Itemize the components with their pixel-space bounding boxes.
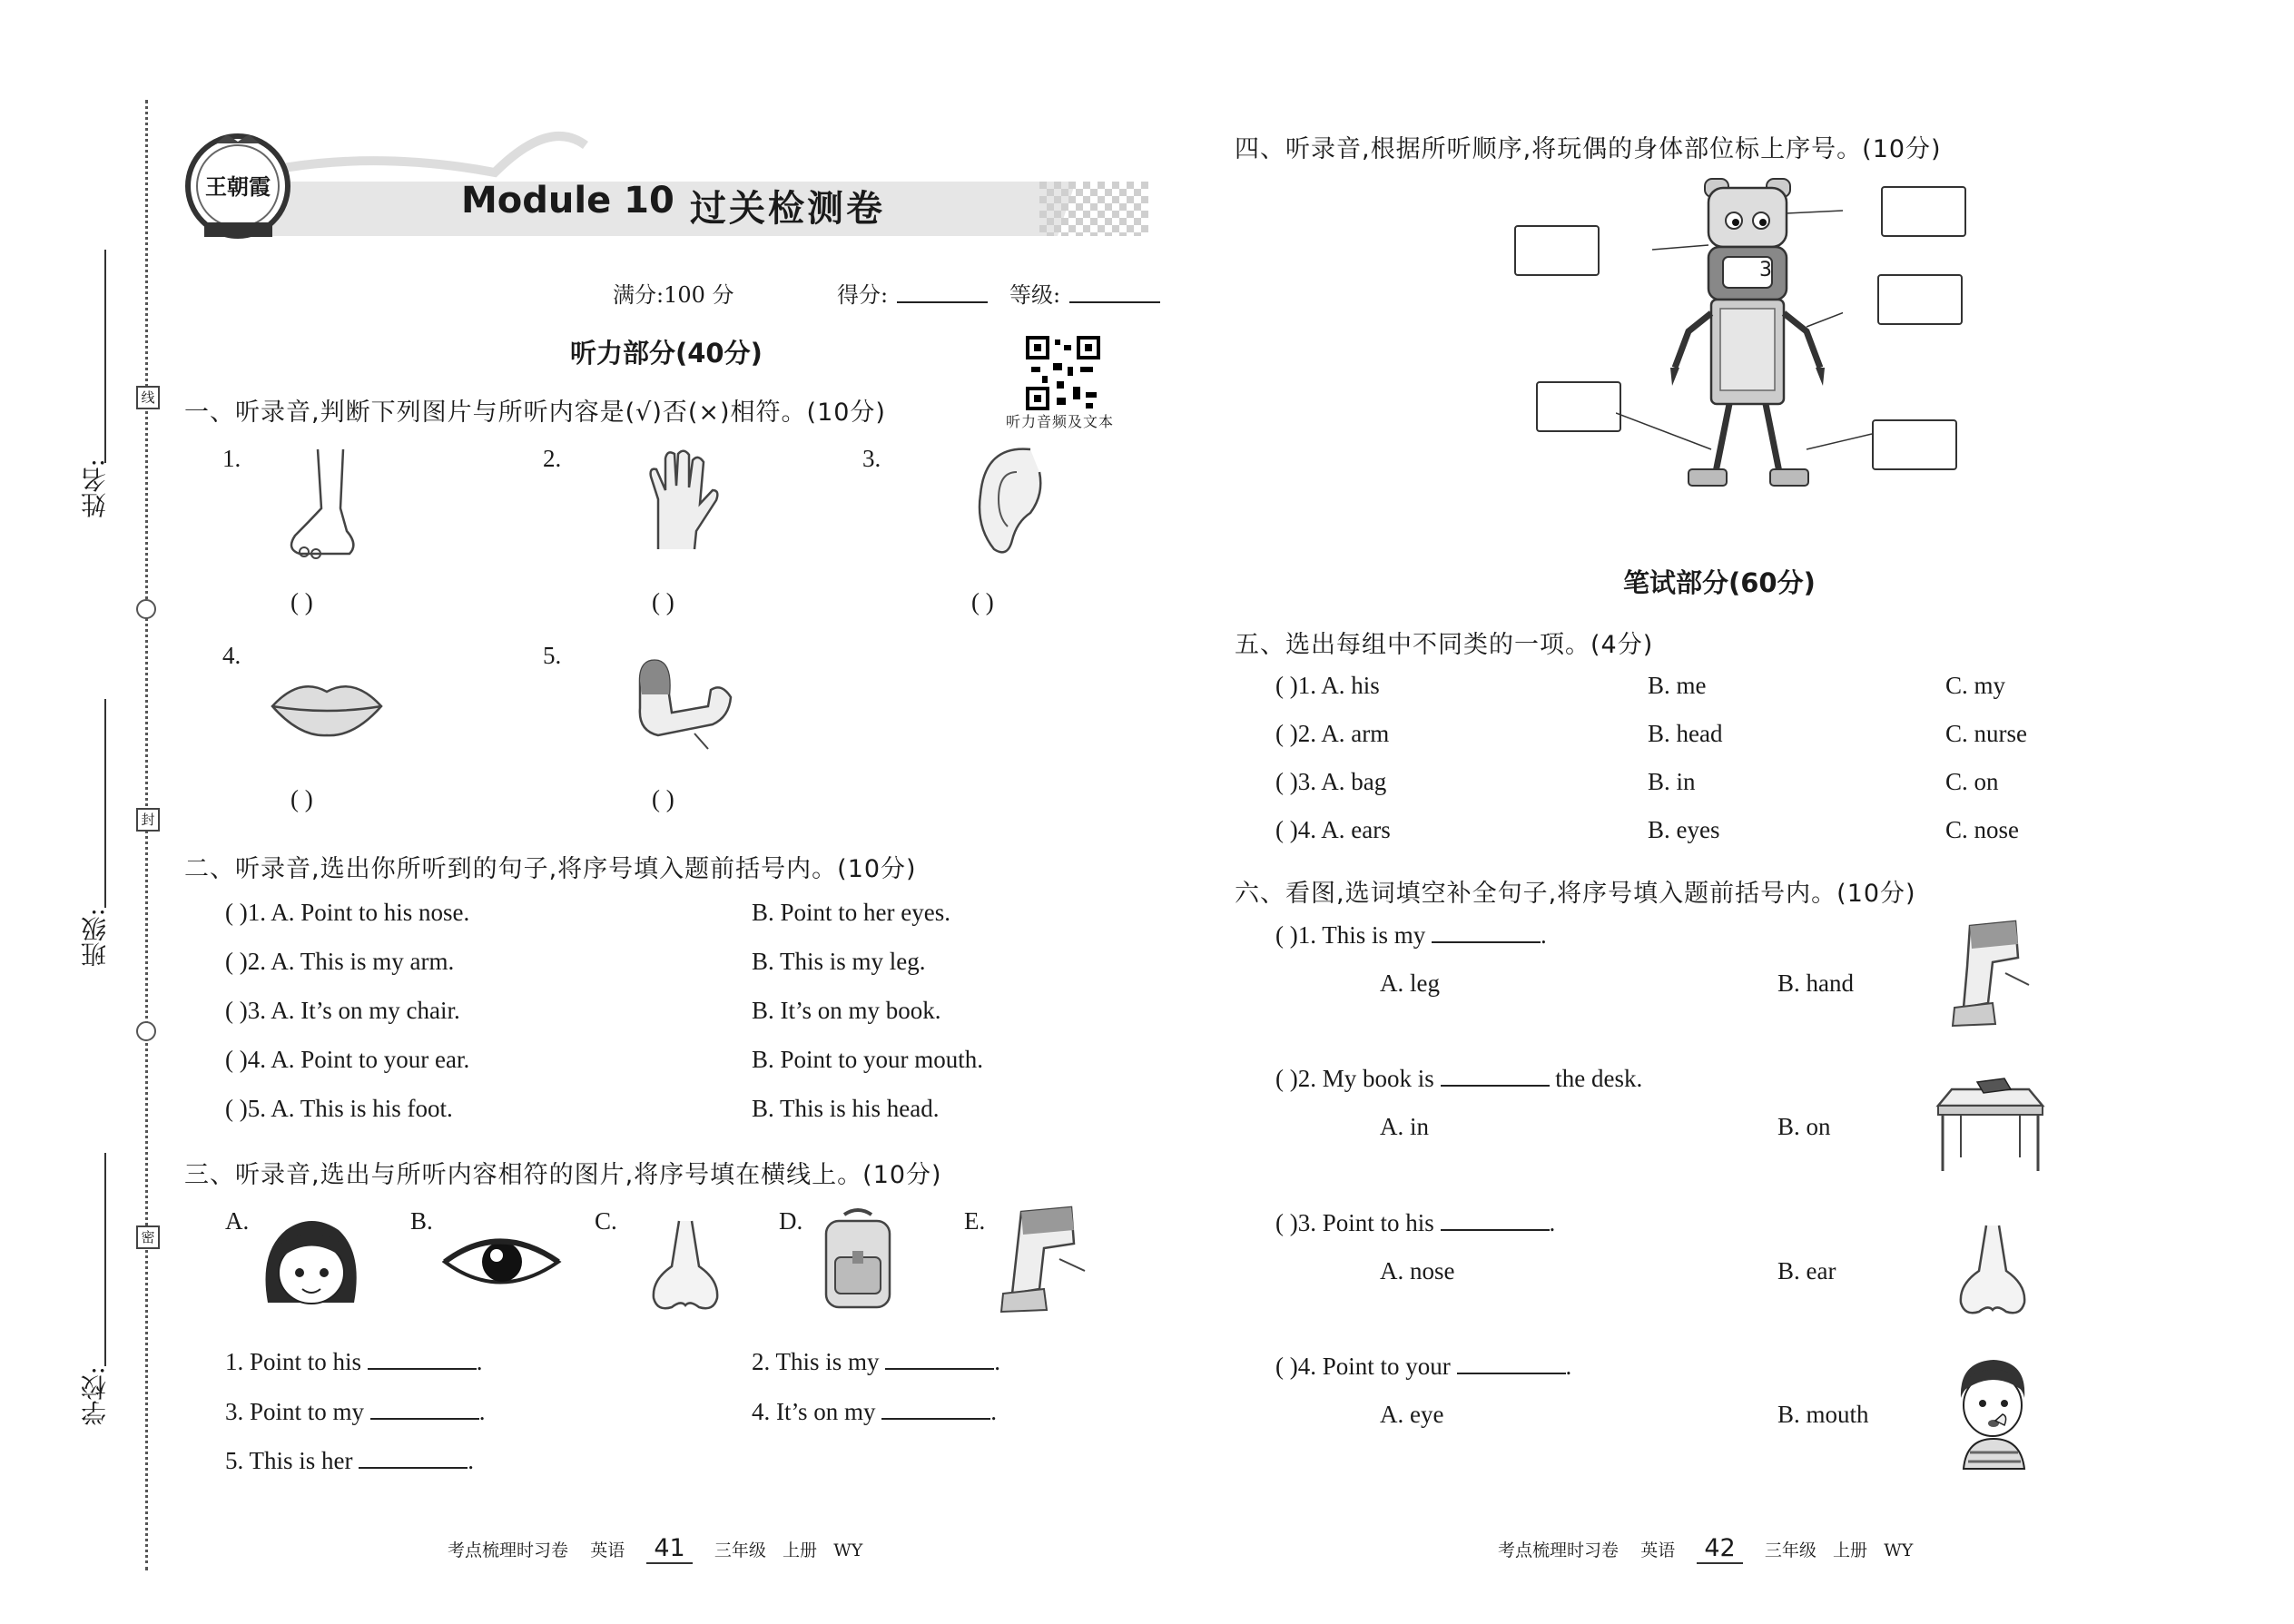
sec3-line-5: 5. This is her . xyxy=(225,1447,474,1474)
listening-title: 听力部分(40分) xyxy=(570,338,763,369)
sec3-line-4-text: 4. It’s on my xyxy=(752,1398,876,1425)
binding-dotted-line xyxy=(145,100,148,1570)
sec5-item-3-a[interactable]: ( )3. A. bag xyxy=(1275,768,1387,795)
sec6-paren-1[interactable]: ( ) xyxy=(1275,921,1298,949)
sec3-line-2-text: 2. This is my xyxy=(752,1348,880,1375)
nose-icon-2 xyxy=(1952,1221,2033,1321)
sec6-post-4: . xyxy=(1565,1353,1572,1380)
sec3-line-3-text: 3. Point to my xyxy=(225,1398,365,1425)
sec2-item-2-a[interactable]: ( )2. A. This is my arm. xyxy=(225,948,455,975)
sec6-option-1-a: A. leg xyxy=(1380,969,1440,997)
sec3-option-d: D. xyxy=(779,1207,803,1235)
sec2-title: 二、听录音,选出你所听到的句子,将序号填入题前括号内。(10分) xyxy=(184,855,917,883)
arm-icon xyxy=(631,654,744,753)
school-label: 学校: xyxy=(80,1366,110,1426)
sec5-item-1-a[interactable]: ( )1. A. his xyxy=(1275,672,1380,699)
sec3-blank-5[interactable] xyxy=(359,1447,468,1469)
class-label: 班级: xyxy=(80,908,110,968)
sec3-line-3: 3. Point to my . xyxy=(225,1398,486,1425)
sec1-num-3: 3. xyxy=(862,445,881,472)
sec6-blank-3[interactable] xyxy=(1441,1209,1550,1231)
sec1-paren-1[interactable]: ( ) xyxy=(290,588,313,615)
robot-label-box-1[interactable] xyxy=(1514,225,1600,276)
sec3-option-e: E. xyxy=(964,1207,986,1235)
sec6-blank-4[interactable] xyxy=(1457,1353,1566,1374)
footer-right-grade: 三年级 xyxy=(1764,1540,1816,1560)
sec6-option-4-a: A. eye xyxy=(1380,1401,1444,1428)
full-score: 满分:100 分 xyxy=(613,282,734,308)
sec5-item-2-b: B. head xyxy=(1648,720,1723,747)
footer-right-subject: 英语 xyxy=(1640,1540,1676,1560)
module-title: Module 10 xyxy=(461,180,674,221)
sec5-item-1-c: C. my xyxy=(1945,672,2006,699)
sec3-line-1-text: 1. Point to his xyxy=(225,1348,362,1375)
sec6-post-2: the desk. xyxy=(1555,1065,1643,1092)
sec3-blank-1[interactable] xyxy=(368,1348,477,1370)
sec6-option-4-b: B. mouth xyxy=(1777,1401,1869,1428)
sec6-option-2-b: B. on xyxy=(1777,1113,1831,1140)
sec6-blank-2[interactable] xyxy=(1441,1065,1550,1087)
sec5-item-3-b: B. in xyxy=(1648,768,1696,795)
sec1-paren-3[interactable]: ( ) xyxy=(971,588,994,615)
sec5-title: 五、选出每组中不同类的一项。(4分) xyxy=(1235,631,1654,659)
robot-label-box-3[interactable] xyxy=(1877,274,1963,325)
page-number-right: 42 xyxy=(1697,1534,1742,1564)
footer-right-volume: 上册 xyxy=(1833,1540,1868,1560)
sec3-line-4: 4. It’s on my . xyxy=(752,1398,998,1425)
girl-face-icon xyxy=(259,1216,363,1307)
leg-icon xyxy=(994,1203,1094,1316)
sec6-text-1: 1. This is my xyxy=(1297,921,1426,949)
sec3-blank-2[interactable] xyxy=(885,1348,994,1370)
ear-icon xyxy=(967,445,1049,563)
footer-left-subject: 英语 xyxy=(590,1540,625,1560)
sec5-item-1-b: B. me xyxy=(1648,672,1707,699)
sec6-title: 六、看图,选词填空补全句子,将序号填入题前括号内。(10分) xyxy=(1235,880,1916,908)
score-label: 得分: xyxy=(837,282,889,308)
sec6-text-4: 4. Point to your xyxy=(1297,1353,1451,1380)
sec1-title: 一、听录音,判断下列图片与所听内容是(√)否(×)相符。(10分) xyxy=(184,399,886,427)
sec5-item-2-c: C. nurse xyxy=(1945,720,2027,747)
footer-right-series: 考点梳理时习卷 xyxy=(1498,1540,1620,1560)
sec3-option-a: A. xyxy=(225,1207,250,1235)
binding-knot-2 xyxy=(136,1021,156,1041)
nose-icon xyxy=(645,1216,726,1316)
sec6-text-2: 2. My book is xyxy=(1297,1065,1434,1092)
sec5-item-3-c: C. on xyxy=(1945,768,1999,795)
boy-icon xyxy=(1950,1353,2036,1471)
leg-icon-2 xyxy=(1947,917,2033,1030)
sec6-item-4 xyxy=(1275,1353,1571,1381)
seal-line-mark: 线 xyxy=(136,386,160,409)
sec6-item-2 xyxy=(1275,1065,1642,1093)
sec6-paren-4[interactable]: ( ) xyxy=(1275,1353,1298,1380)
sec2-item-5-a[interactable]: ( )5. A. This is his foot. xyxy=(225,1095,453,1122)
sec6-post-3: . xyxy=(1549,1209,1556,1236)
sec6-post-1: . xyxy=(1541,921,1547,949)
brand-logo xyxy=(182,127,295,241)
sec2-item-3-b: B. It’s on my book. xyxy=(752,997,941,1024)
footer-left-grade: 三年级 xyxy=(714,1540,766,1560)
name-blank-line xyxy=(104,250,106,463)
sec1-num-1: 1. xyxy=(222,445,241,472)
sec2-item-4-a[interactable]: ( )4. A. Point to your ear. xyxy=(225,1046,470,1073)
sec3-line-2: 2. This is my . xyxy=(752,1348,1001,1375)
sec2-item-1-a[interactable]: ( )1. A. Point to his nose. xyxy=(225,899,470,926)
hand-icon xyxy=(640,449,722,558)
sec2-item-2-b: B. This is my leg. xyxy=(752,948,926,975)
grade-blank[interactable] xyxy=(1069,301,1160,303)
sec1-paren-5[interactable]: ( ) xyxy=(652,785,674,812)
school-blank-line xyxy=(104,1153,106,1366)
sec6-option-3-a: A. nose xyxy=(1380,1257,1455,1284)
class-blank-line xyxy=(104,699,106,908)
robot-pointer-lines xyxy=(1616,408,1888,463)
qr-code-icon[interactable] xyxy=(1026,336,1100,410)
written-title: 笔试部分(60分) xyxy=(1623,567,1816,598)
sec6-item-1 xyxy=(1275,921,1547,950)
grade-label: 等级: xyxy=(1009,282,1061,308)
footer-left-volume: 上册 xyxy=(783,1540,818,1560)
name-label: 姓名: xyxy=(80,458,110,518)
footer-left-edition: WY xyxy=(833,1540,863,1560)
mouth-icon xyxy=(268,672,386,740)
footer-right-edition: WY xyxy=(1884,1540,1914,1560)
sec6-paren-3[interactable]: ( ) xyxy=(1275,1209,1298,1236)
seal-seal-mark: 封 xyxy=(136,808,160,832)
sec1-num-2: 2. xyxy=(543,445,562,472)
qr-caption: 听力音频及文本 xyxy=(1006,413,1115,430)
sec3-option-c: C. xyxy=(595,1207,617,1235)
sec1-paren-2[interactable]: ( ) xyxy=(652,588,674,615)
sec2-item-1-b: B. Point to her eyes. xyxy=(752,899,950,926)
sec6-option-2-a: A. in xyxy=(1380,1113,1429,1140)
sec6-option-3-b: B. ear xyxy=(1777,1257,1836,1284)
sec6-paren-2[interactable]: ( ) xyxy=(1275,1065,1298,1092)
robot-label-box-4[interactable] xyxy=(1536,381,1621,432)
sec1-num-4: 4. xyxy=(222,642,241,669)
sec6-option-1-b: B. hand xyxy=(1777,969,1854,997)
desk-icon xyxy=(1934,1062,2047,1176)
score-blank[interactable] xyxy=(897,301,988,303)
sec3-option-b: B. xyxy=(410,1207,433,1235)
seal-secret-mark: 密 xyxy=(136,1225,160,1249)
foot-icon xyxy=(281,445,363,563)
sec2-item-4-b: B. Point to your mouth. xyxy=(752,1046,984,1073)
sec1-num-5: 5. xyxy=(543,642,562,669)
footer-left xyxy=(448,1534,862,1562)
sec6-text-3: 3. Point to his xyxy=(1297,1209,1434,1236)
footer-left-series: 考点梳理时习卷 xyxy=(448,1540,569,1560)
page-title: 过关检测卷 xyxy=(690,188,885,230)
binding-knot-1 xyxy=(136,599,156,619)
sec1-paren-4[interactable]: ( ) xyxy=(290,785,313,812)
backpack-icon xyxy=(812,1207,903,1312)
sec5-item-2-a[interactable]: ( )2. A. arm xyxy=(1275,720,1390,747)
robot-number: 3 xyxy=(1759,259,1772,281)
eye-icon xyxy=(440,1225,563,1298)
robot-label-box-2[interactable] xyxy=(1881,186,1966,237)
sec4-title: 四、听录音,根据所听顺序,将玩偶的身体部位标上序号。(10分) xyxy=(1235,135,1942,163)
sec2-item-3-a[interactable]: ( )3. A. It’s on my chair. xyxy=(225,997,460,1024)
sec6-blank-1[interactable] xyxy=(1432,921,1541,943)
sec3-line-5-text: 5. This is her xyxy=(225,1447,353,1474)
sec5-item-4-a[interactable]: ( )4. A. ears xyxy=(1275,816,1391,843)
footer-right xyxy=(1498,1534,1913,1562)
logo-text: 王朝霞 xyxy=(205,174,271,200)
sec2-item-5-b: B. This is his head. xyxy=(752,1095,940,1122)
sec3-blank-4[interactable] xyxy=(881,1398,990,1420)
sec6-item-3 xyxy=(1275,1209,1555,1237)
sec3-blank-3[interactable] xyxy=(370,1398,479,1420)
sec3-line-1: 1. Point to his . xyxy=(225,1348,483,1375)
sec5-item-4-b: B. eyes xyxy=(1648,816,1720,843)
page-number-left: 41 xyxy=(646,1534,692,1564)
sec5-item-4-c: C. nose xyxy=(1945,816,2019,843)
sec3-title: 三、听录音,选出与所听内容相符的图片,将序号填在横线上。(10分) xyxy=(184,1161,942,1189)
